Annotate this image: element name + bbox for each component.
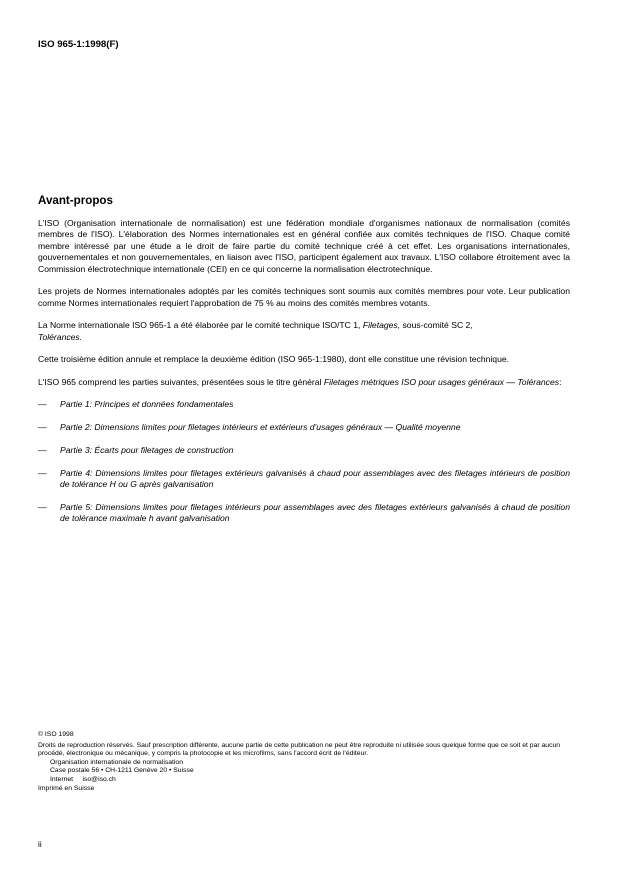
dash-marker: — bbox=[38, 502, 47, 512]
paragraph-4: Cette troisième édition annule et remplace la deuxième édition (ISO 965-1:1980), dont elle constitue une révision technique. bbox=[38, 354, 510, 365]
rights-notice: Droits de reproduction réservés. Sauf prescription différente, aucune partie de cette publication ne peut être reproduite ni utilisée sous quelque forme que ce soit et par aucun procédé, électronique ou mécanique, y compris la photocopie et les microfilms, sans l'accord écrit de l'éditeur. bbox=[38, 741, 561, 758]
list-item-text: Partie 5: Dimensions limites pour filetages intérieurs pour assemblages avec des filetages extérieurs galvanisés à chaud de position de tolérance maximale h avant galvanisation bbox=[60, 502, 570, 524]
list-item bbox=[38, 422, 570, 433]
paragraph-3-mid: sous-comité SC 2, bbox=[400, 320, 473, 331]
dash-marker: — bbox=[38, 445, 47, 455]
paragraph-5-text: L'ISO 965 comprend les parties suivantes, présentées sous le titre général bbox=[38, 376, 324, 387]
document-id: ISO 965-1:1998(F) bbox=[38, 39, 119, 50]
list-item bbox=[38, 445, 570, 456]
dash-marker: — bbox=[38, 467, 47, 478]
dash-marker: — bbox=[38, 422, 47, 433]
page-number: ii bbox=[38, 840, 42, 849]
internet-address: Internet iso@iso.ch bbox=[50, 775, 116, 783]
dash-marker: — bbox=[38, 399, 47, 410]
paragraph-5-italic: Filetages métriques ISO pour usages généraux — Tolérances bbox=[323, 376, 560, 387]
list-item-text: Partie 1: Principes et données fondamentales bbox=[60, 399, 234, 410]
list-item bbox=[38, 399, 570, 410]
section-title: Avant-propos bbox=[38, 194, 113, 207]
paragraph-3-italic-2: Tolérances. bbox=[38, 331, 83, 342]
paragraph-3 bbox=[38, 320, 570, 343]
paragraph-2: Les projets de Normes internationales adoptés par les comités techniques sont soumis aux comités membres pour vote. Leur publication comme Normes internationales requiert l'approbation de 75 % au moins des comités membres votants. bbox=[38, 286, 570, 308]
printed-notice: Imprimé en Suisse bbox=[38, 784, 95, 792]
foreword-body bbox=[38, 218, 570, 536]
paragraph-3-text: La Norme internationale ISO 965-1 a été élaborée par le comité technique ISO/TC 1, bbox=[38, 320, 363, 331]
parts-list bbox=[38, 399, 570, 524]
paragraph-1: L'ISO (Organisation internationale de normalisation) est une fédération mondiale d'organismes nationaux de normalisation (comités membres de l'ISO). L'élaboration des Normes internationales est en général confiée aux comités techniques de l'ISO. Chaque comité membre intéressé par une étude a le droit de faire partie du comité technique créé à cet effet. Les organisations internationales, gouvernementales et non gouvernementales, en liaison avec l'ISO, participent également aux travaux. L'ISO collabore étroitement avec la Commission électrotechnique internationale (CEI) en ce qui concerne la normalisation électrotechnique. bbox=[38, 218, 570, 274]
paragraph-5-end: : bbox=[559, 376, 562, 387]
paragraph-3-italic-1: Filetages, bbox=[362, 320, 401, 331]
list-item bbox=[38, 502, 570, 525]
copyright-block bbox=[38, 731, 583, 793]
copyright-notice: © ISO 1998 bbox=[38, 731, 74, 738]
list-item-text: Partie 2: Dimensions limites pour filetages intérieurs et extérieurs d'usages généraux — Qualité moyenne bbox=[60, 422, 461, 433]
list-item-text: Partie 3: Écarts pour filetages de construction bbox=[60, 445, 234, 455]
postal-address: Case postale 56 • CH-1211 Genève 20 • Suisse bbox=[50, 767, 194, 775]
list-item-text: Partie 4: Dimensions limites pour filetages extérieurs galvanisés à chaud pour assemblages avec des filetages intérieurs de position de tolérance H ou G après galvanisation bbox=[60, 467, 570, 490]
organization-name: Organisation internationale de normalisation bbox=[50, 758, 183, 766]
paragraph-5 bbox=[38, 377, 570, 388]
list-item bbox=[38, 468, 570, 491]
